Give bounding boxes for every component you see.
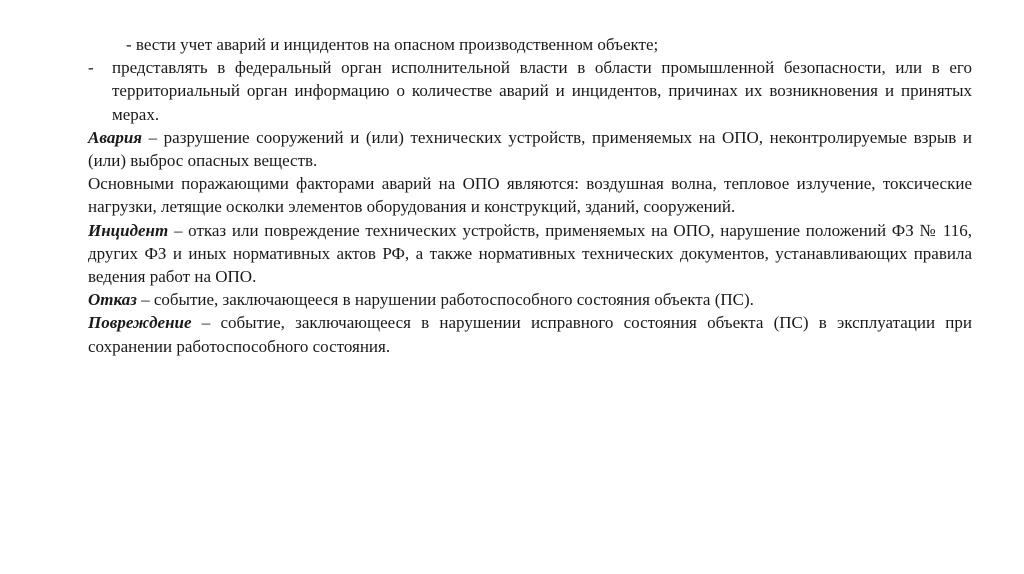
definition-term: Отказ — [88, 290, 137, 310]
definition-text: – разрушение сооружений и (или) технических устройств, применяемых на ОПО, неконтролируемые взрыв и (или) выброс опасных веществ. — [88, 127, 972, 171]
definition-term: Авария — [88, 127, 143, 147]
definition-incident — [88, 219, 972, 289]
definition-text: – отказ или повреждение технических устройств, применяемых на ОПО, нарушение положений ФЗ № 116, других ФЗ и иных нормативных актов РФ, а также нормативных технических документов, устанавливающих правила ведения работ на ОПО. — [88, 220, 972, 287]
definition-avariya — [88, 126, 972, 172]
definition-otkaz — [88, 288, 972, 311]
bullet-dash: - — [88, 58, 94, 78]
bullet-item-record-accidents — [126, 33, 972, 56]
definition-povrezhdenie — [88, 311, 972, 357]
bullet-item-report-to-authority — [88, 56, 972, 126]
bullet-text: - вести учет аварий и инцидентов на опасном производственном объекте; — [126, 35, 659, 54]
document-body — [88, 33, 972, 358]
definition-term: Повреждение — [88, 313, 192, 333]
paragraph-text: Основными поражающими факторами аварий на ОПО являются: воздушная волна, тепловое излучение, токсические нагрузки, летящие осколки элементов оборудования и конструкций, зданий, сооружений. — [88, 174, 972, 217]
paragraph-damage-factors — [88, 172, 972, 218]
definition-text: – событие, заключающееся в нарушении исправного состояния объекта (ПС) в эксплуатации при сохранении работоспособного состояния. — [88, 313, 972, 356]
definition-term: Инцидент — [88, 220, 169, 240]
bullet-text: представлять в федеральный орган исполнительной власти в области промышленной безопасности, или в его территориальный орган информацию о количестве аварий и инцидентов, причинах их возникновения и принятых мерах. — [112, 58, 972, 124]
definition-text: – событие, заключающееся в нарушении работоспособного состояния объекта (ПС). — [136, 290, 754, 310]
